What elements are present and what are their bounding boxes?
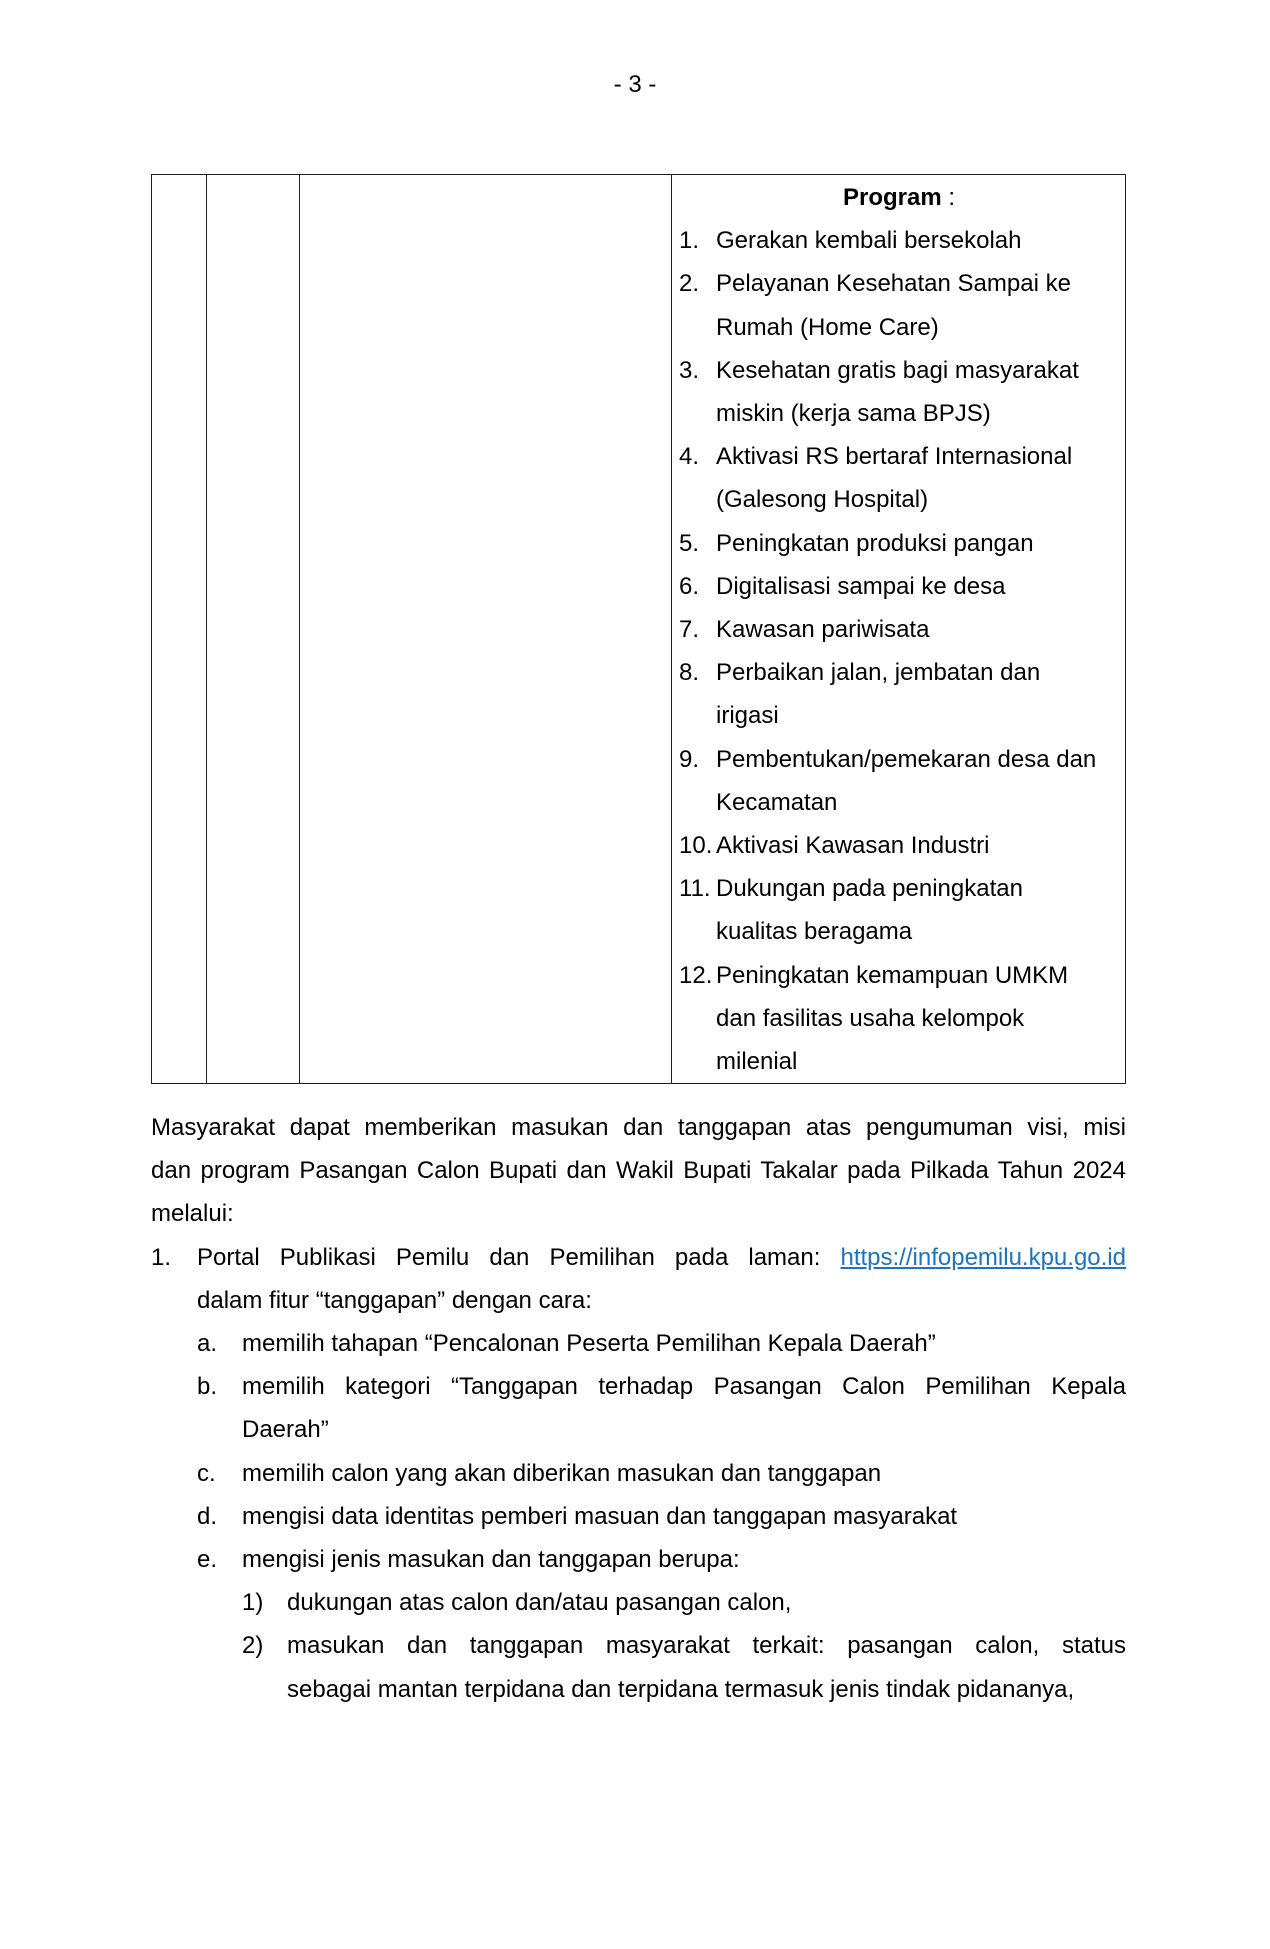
program-item-number: 9. (679, 745, 700, 773)
program-item-text: Dukungan pada peningkatan (716, 875, 1023, 903)
candidate-program-table (151, 174, 1126, 1084)
program-item-number: 4. (679, 443, 700, 471)
program-item-number: 10. (679, 832, 713, 860)
program-item-text: miskin (kerja sama BPJS) (716, 400, 991, 428)
list-marker: c. (197, 1459, 216, 1487)
list-line (151, 1495, 1126, 1538)
program-item-line (679, 824, 1119, 867)
table-cell-empty-3 (300, 175, 672, 1083)
program-item-line (679, 478, 1119, 521)
list-line (151, 1538, 1126, 1581)
program-item-number: 5. (679, 529, 700, 557)
line-text: memilih kategori “Tanggapan terhadap Pasangan Calon Pemilihan Kepala (242, 1373, 1126, 1401)
list-line (151, 1236, 1126, 1279)
line-text: Portal Publikasi Pemilu dan Pemilihan pada laman: (197, 1243, 841, 1271)
program-item-line (679, 694, 1119, 737)
program-item-number: 3. (679, 356, 700, 384)
program-item-line (679, 608, 1119, 651)
line-text: melalui: (151, 1200, 234, 1228)
page-number: - 3 - (613, 71, 657, 98)
list-line (151, 1624, 1126, 1667)
program-item-text: Rumah (Home Care) (716, 313, 939, 341)
program-item-text: Peningkatan kemampuan UMKM (716, 961, 1069, 989)
program-item-line (679, 1040, 1119, 1083)
list-marker: 1. (151, 1243, 172, 1271)
program-item-line (679, 954, 1119, 997)
list-marker: b. (197, 1373, 218, 1401)
infopemilu-link[interactable]: https://infopemilu.kpu.go.id (840, 1243, 1126, 1271)
paragraph-line (151, 1279, 1126, 1322)
program-item-text: Aktivasi Kawasan Industri (716, 832, 990, 860)
line-text: dalam fitur “tanggapan” dengan cara: (197, 1286, 592, 1314)
program-item-number: 6. (679, 572, 700, 600)
list-marker: a. (197, 1330, 218, 1358)
line-text: memilih calon yang akan diberikan masukan dan tanggapan (242, 1459, 882, 1487)
program-item-text: irigasi (716, 702, 779, 730)
line-text: memilih tahapan “Pencalonan Peserta Pemilihan Kepala Daerah” (242, 1330, 936, 1358)
paragraph-line (151, 1192, 1126, 1235)
program-item-line (679, 738, 1119, 781)
program-item-line (679, 522, 1119, 565)
program-item-text: Kecamatan (716, 788, 838, 816)
list-line (151, 1322, 1126, 1365)
table-cell-empty-1 (152, 175, 207, 1083)
program-item-number: 1. (679, 227, 700, 255)
program-item-line (679, 306, 1119, 349)
line-text: mengisi jenis masukan dan tanggapan berupa: (242, 1546, 740, 1574)
program-item-line (679, 435, 1119, 478)
body-text (151, 1106, 1126, 1711)
paragraph-line (151, 1106, 1126, 1149)
line-text: Masyarakat dapat memberikan masukan dan tanggapan atas pengumuman visi, misi (151, 1114, 1126, 1141)
paragraph-line (151, 1408, 1126, 1451)
program-item-line (679, 219, 1119, 262)
list-line (151, 1581, 1126, 1624)
program-item-text: Gerakan kembali bersekolah (716, 227, 1022, 255)
program-header (679, 176, 1119, 219)
paragraph-line (151, 1149, 1126, 1192)
program-header-colon: : (941, 184, 956, 211)
list-marker: d. (197, 1502, 218, 1530)
table-cell-program (672, 175, 1125, 1083)
program-item-text: Pelayanan Kesehatan Sampai ke (716, 270, 1071, 298)
list-marker: 2) (242, 1632, 264, 1660)
list-line (151, 1365, 1126, 1408)
program-item-line (679, 997, 1119, 1040)
program-item-text: Digitalisasi sampai ke desa (716, 572, 1006, 600)
program-item-line (679, 565, 1119, 608)
program-item-text: dan fasilitas usaha kelompok (716, 1004, 1025, 1032)
line-text: Daerah” (242, 1416, 329, 1444)
program-item-number: 2. (679, 270, 700, 298)
program-item-number: 8. (679, 659, 700, 687)
program-item-text: Peningkatan produksi pangan (716, 529, 1034, 557)
program-item-text: Pembentukan/pemekaran desa dan (716, 745, 1097, 773)
table-cell-empty-2 (207, 175, 300, 1083)
program-item-line (679, 651, 1119, 694)
program-item-line (679, 349, 1119, 392)
program-item-text: Kesehatan gratis bagi masyarakat (716, 356, 1079, 384)
list-marker: e. (197, 1546, 218, 1574)
program-item-line (679, 910, 1119, 953)
program-header-bold: Program (842, 184, 942, 211)
program-item-text: (Galesong Hospital) (716, 486, 929, 514)
line-text: mengisi data identitas pemberi masuan dan tanggapan masyarakat (242, 1502, 958, 1530)
line-text: dukungan atas calon dan/atau pasangan calon, (287, 1589, 792, 1617)
line-text: sebagai mantan terpidana dan terpidana termasuk jenis tindak pidananya, (287, 1675, 1075, 1703)
program-item-text: kualitas beragama (716, 918, 913, 946)
paragraph-line (151, 1668, 1126, 1711)
program-item-text: Aktivasi RS bertaraf Internasional (716, 443, 1073, 471)
program-item-line (679, 262, 1119, 305)
program-item-line (679, 781, 1119, 824)
program-item-text: Perbaikan jalan, jembatan dan (716, 659, 1041, 687)
list-line (151, 1452, 1126, 1495)
program-item-number: 11. (679, 875, 711, 903)
list-marker: 1) (242, 1589, 264, 1617)
program-item-text: Kawasan pariwisata (716, 616, 930, 644)
line-text: dan program Pasangan Calon Bupati dan Wakil Bupati Takalar pada Pilkada Tahun 2024 (151, 1157, 1126, 1185)
program-item-text: milenial (716, 1048, 798, 1076)
program-item-line (679, 392, 1119, 435)
program-item-number: 7. (679, 616, 700, 644)
program-item-line (679, 867, 1119, 910)
program-item-number: 12. (679, 961, 713, 989)
line-text: masukan dan tanggapan masyarakat terkait: pasangan calon, status (287, 1632, 1126, 1660)
